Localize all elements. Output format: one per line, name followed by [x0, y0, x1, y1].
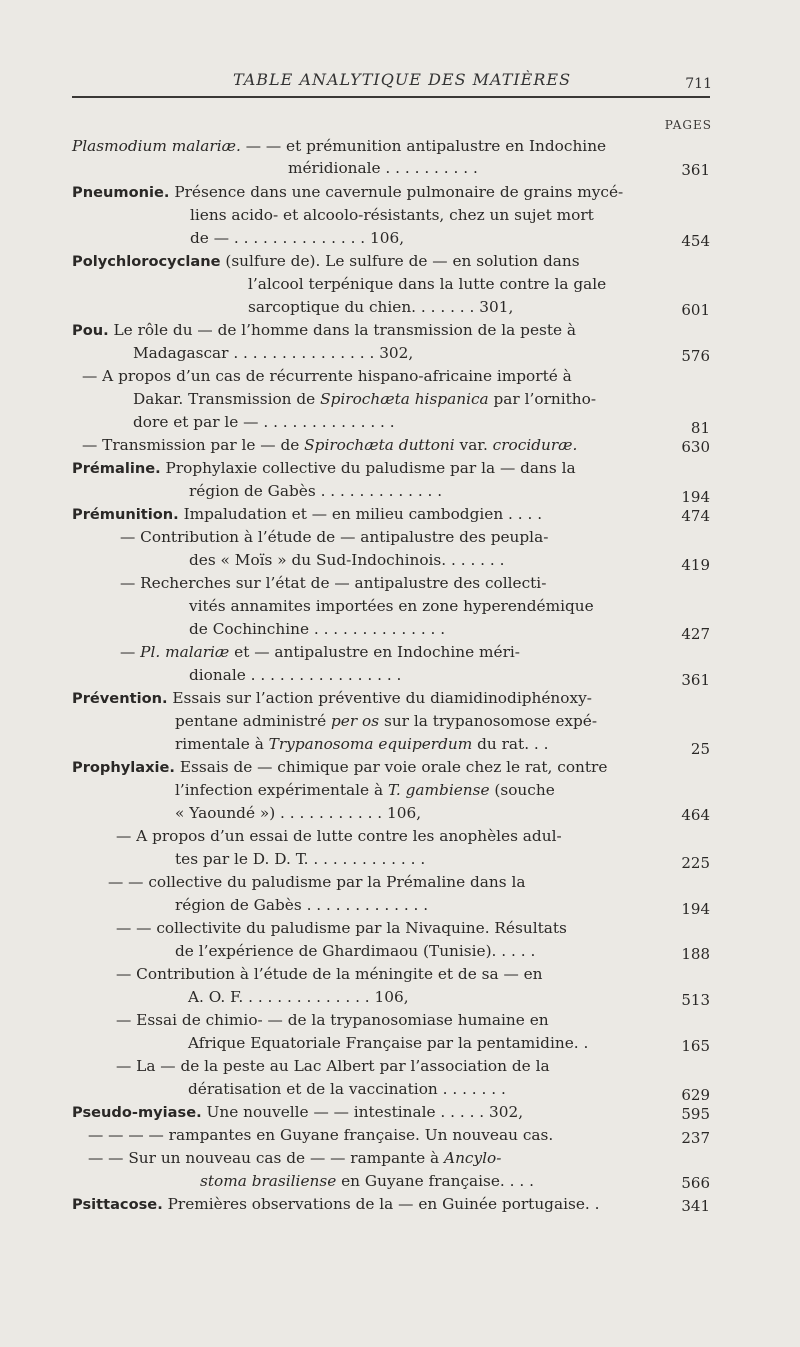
pages-column-label: PAGES — [664, 118, 712, 132]
page-reference: 513 — [681, 991, 710, 1009]
page-reference: 427 — [681, 625, 710, 643]
index-entry-line: Prémunition. Impaludation et — en milieu cambodgien . . . . — [72, 505, 543, 523]
index-entry-line: — Essai de chimio- — de la trypanosomiase humaine en — [116, 1011, 549, 1029]
index-entry-continuation: dore et par le — . . . . . . . . . . . . . . — [133, 413, 395, 431]
index-entry-continuation: rimentale à Trypanosoma equiperdum du rat. . . — [175, 735, 549, 753]
index-entry-line: — A propos d’un cas de récurrente hispano-africaine importé à — [82, 367, 572, 385]
page-reference: 194 — [681, 488, 710, 506]
index-entry-continuation: tes par le D. D. T. . . . . . . . . . . . . — [175, 850, 426, 868]
index-entry-continuation: région de Gabès . . . . . . . . . . . . . — [175, 896, 429, 914]
page-reference: 629 — [681, 1086, 710, 1104]
page-reference: 194 — [681, 900, 710, 918]
index-entry-continuation: Dakar. Transmission de Spirochæta hispanica par l’ornitho- — [133, 390, 597, 408]
page-reference: 601 — [681, 301, 710, 319]
page-reference: 464 — [681, 806, 710, 824]
index-entry-continuation: l’alcool terpénique dans la lutte contre la gale — [248, 275, 607, 293]
index-entry-line: Pou. Le rôle du — de l’homme dans la transmission de la peste à — [72, 321, 577, 339]
page-reference: 237 — [681, 1129, 710, 1147]
index-entry-line: — Transmission par le — de Spirochæta duttoni var. crociduræ. — [82, 436, 578, 454]
index-entry-line: — — collective du paludisme par la Prémaline dans la — [108, 873, 526, 891]
page-reference: 341 — [681, 1197, 710, 1215]
index-entry-line: Prévention. Essais sur l’action préventive du diamidinodiphénoxy- — [72, 689, 592, 707]
page-reference: 474 — [681, 507, 710, 525]
index-entry-continuation: méridionale . . . . . . . . . . — [288, 159, 478, 177]
index-entry-line: — — Sur un nouveau cas de — — rampante à Ancylo- — [88, 1149, 502, 1167]
index-entry-continuation: de — . . . . . . . . . . . . . . 106, — [190, 229, 405, 247]
page-number: 711 — [685, 76, 712, 92]
index-entry-continuation: Afrique Equatoriale Française par la pentamidine. . — [188, 1034, 589, 1052]
index-entry-continuation: stoma brasiliense en Guyane française. . . . — [200, 1172, 534, 1190]
index-entry-line: — La — de la peste au Lac Albert par l’association de la — [116, 1057, 550, 1075]
index-entry-continuation: sarcoptique du chien. . . . . . . 301, — [248, 298, 514, 316]
page-reference: 188 — [681, 945, 710, 963]
index-entry-line: Plasmodium malariæ. — — et prémunition antipalustre en Indochine — [72, 137, 607, 155]
index-entry-continuation: dératisation et de la vaccination . . . . . . . — [188, 1080, 506, 1098]
index-entry-line: Polychlorocyclane (sulfure de). Le sulfure de — en solution dans — [72, 252, 580, 270]
page-reference: 566 — [681, 1174, 710, 1192]
index-entry-line: Prophylaxie. Essais de — chimique par voie orale chez le rat, contre — [72, 758, 608, 776]
index-entry-line: — Contribution à l’étude de — antipalustre des peupla- — [120, 528, 549, 546]
page-reference: 576 — [681, 347, 710, 365]
index-entry-continuation: dionale . . . . . . . . . . . . . . . . — [189, 666, 402, 684]
index-entry-line: — — — — rampantes en Guyane française. Un nouveau cas. — [88, 1126, 554, 1144]
index-entry-line: Pneumonie. Présence dans une cavernule pulmonaire de grains mycé- — [72, 183, 624, 201]
index-entry-continuation: « Yaoundé ») . . . . . . . . . . . 106, — [175, 804, 422, 822]
page-reference: 454 — [681, 232, 710, 250]
index-entry-continuation: Madagascar . . . . . . . . . . . . . . . 302, — [133, 344, 414, 362]
page-reference: 630 — [681, 438, 710, 456]
index-entry-line: — — collectivite du paludisme par la Nivaquine. Résultats — [116, 919, 567, 937]
index-entry-continuation: de Cochinchine . . . . . . . . . . . . . . — [189, 620, 446, 638]
index-entry-continuation: l’infection expérimentale à T. gambiense (souche — [175, 781, 555, 799]
index-entry-continuation: pentane administré per os sur la trypanosomose expé- — [175, 712, 598, 730]
page-reference: 361 — [681, 161, 710, 179]
page-reference: 165 — [681, 1037, 710, 1055]
page-reference: 419 — [681, 556, 710, 574]
index-entry-continuation: liens acido- et alcoolo-résistants, chez un sujet mort — [190, 206, 594, 224]
page-reference: 25 — [690, 740, 710, 758]
index-entry-continuation: de l’expérience de Ghardimaou (Tunisie). . . . . — [175, 942, 536, 960]
page-reference: 361 — [681, 671, 710, 689]
index-entry-continuation: A. O. F. . . . . . . . . . . . . . 106, — [188, 988, 409, 1006]
index-entry-line: — Contribution à l’étude de la méningite et de sa — en — [116, 965, 543, 983]
page-reference: 595 — [681, 1105, 710, 1123]
page-reference: 81 — [690, 419, 710, 437]
header-title: TABLE ANALYTIQUE DES MATIÈRES — [232, 70, 572, 89]
index-entry-continuation: région de Gabès . . . . . . . . . . . . . — [189, 482, 443, 500]
index-entry-line: Pseudo-myiase. Une nouvelle — — intestinale . . . . . 302, — [72, 1103, 524, 1121]
index-entry-line: — A propos d’un essai de lutte contre les anophèles adul- — [116, 827, 562, 845]
page-reference: 225 — [681, 854, 710, 872]
header-rule — [72, 96, 710, 98]
index-entry-continuation: des « Moïs » du Sud-Indochinois. . . . . . . — [189, 551, 505, 569]
index-entry-line: Prémaline. Prophylaxie collective du paludisme par la — dans la — [72, 459, 576, 477]
index-entry-line: Psittacose. Premières observations de la — en Guinée portugaise. . — [72, 1195, 600, 1213]
index-entry-line: — Pl. malariæ et — antipalustre en Indochine méri- — [120, 643, 520, 661]
index-entry-continuation: vités annamites importées en zone hyperendémique — [189, 597, 594, 615]
index-entry-line: — Recherches sur l’état de — antipalustre des collecti- — [120, 574, 547, 592]
